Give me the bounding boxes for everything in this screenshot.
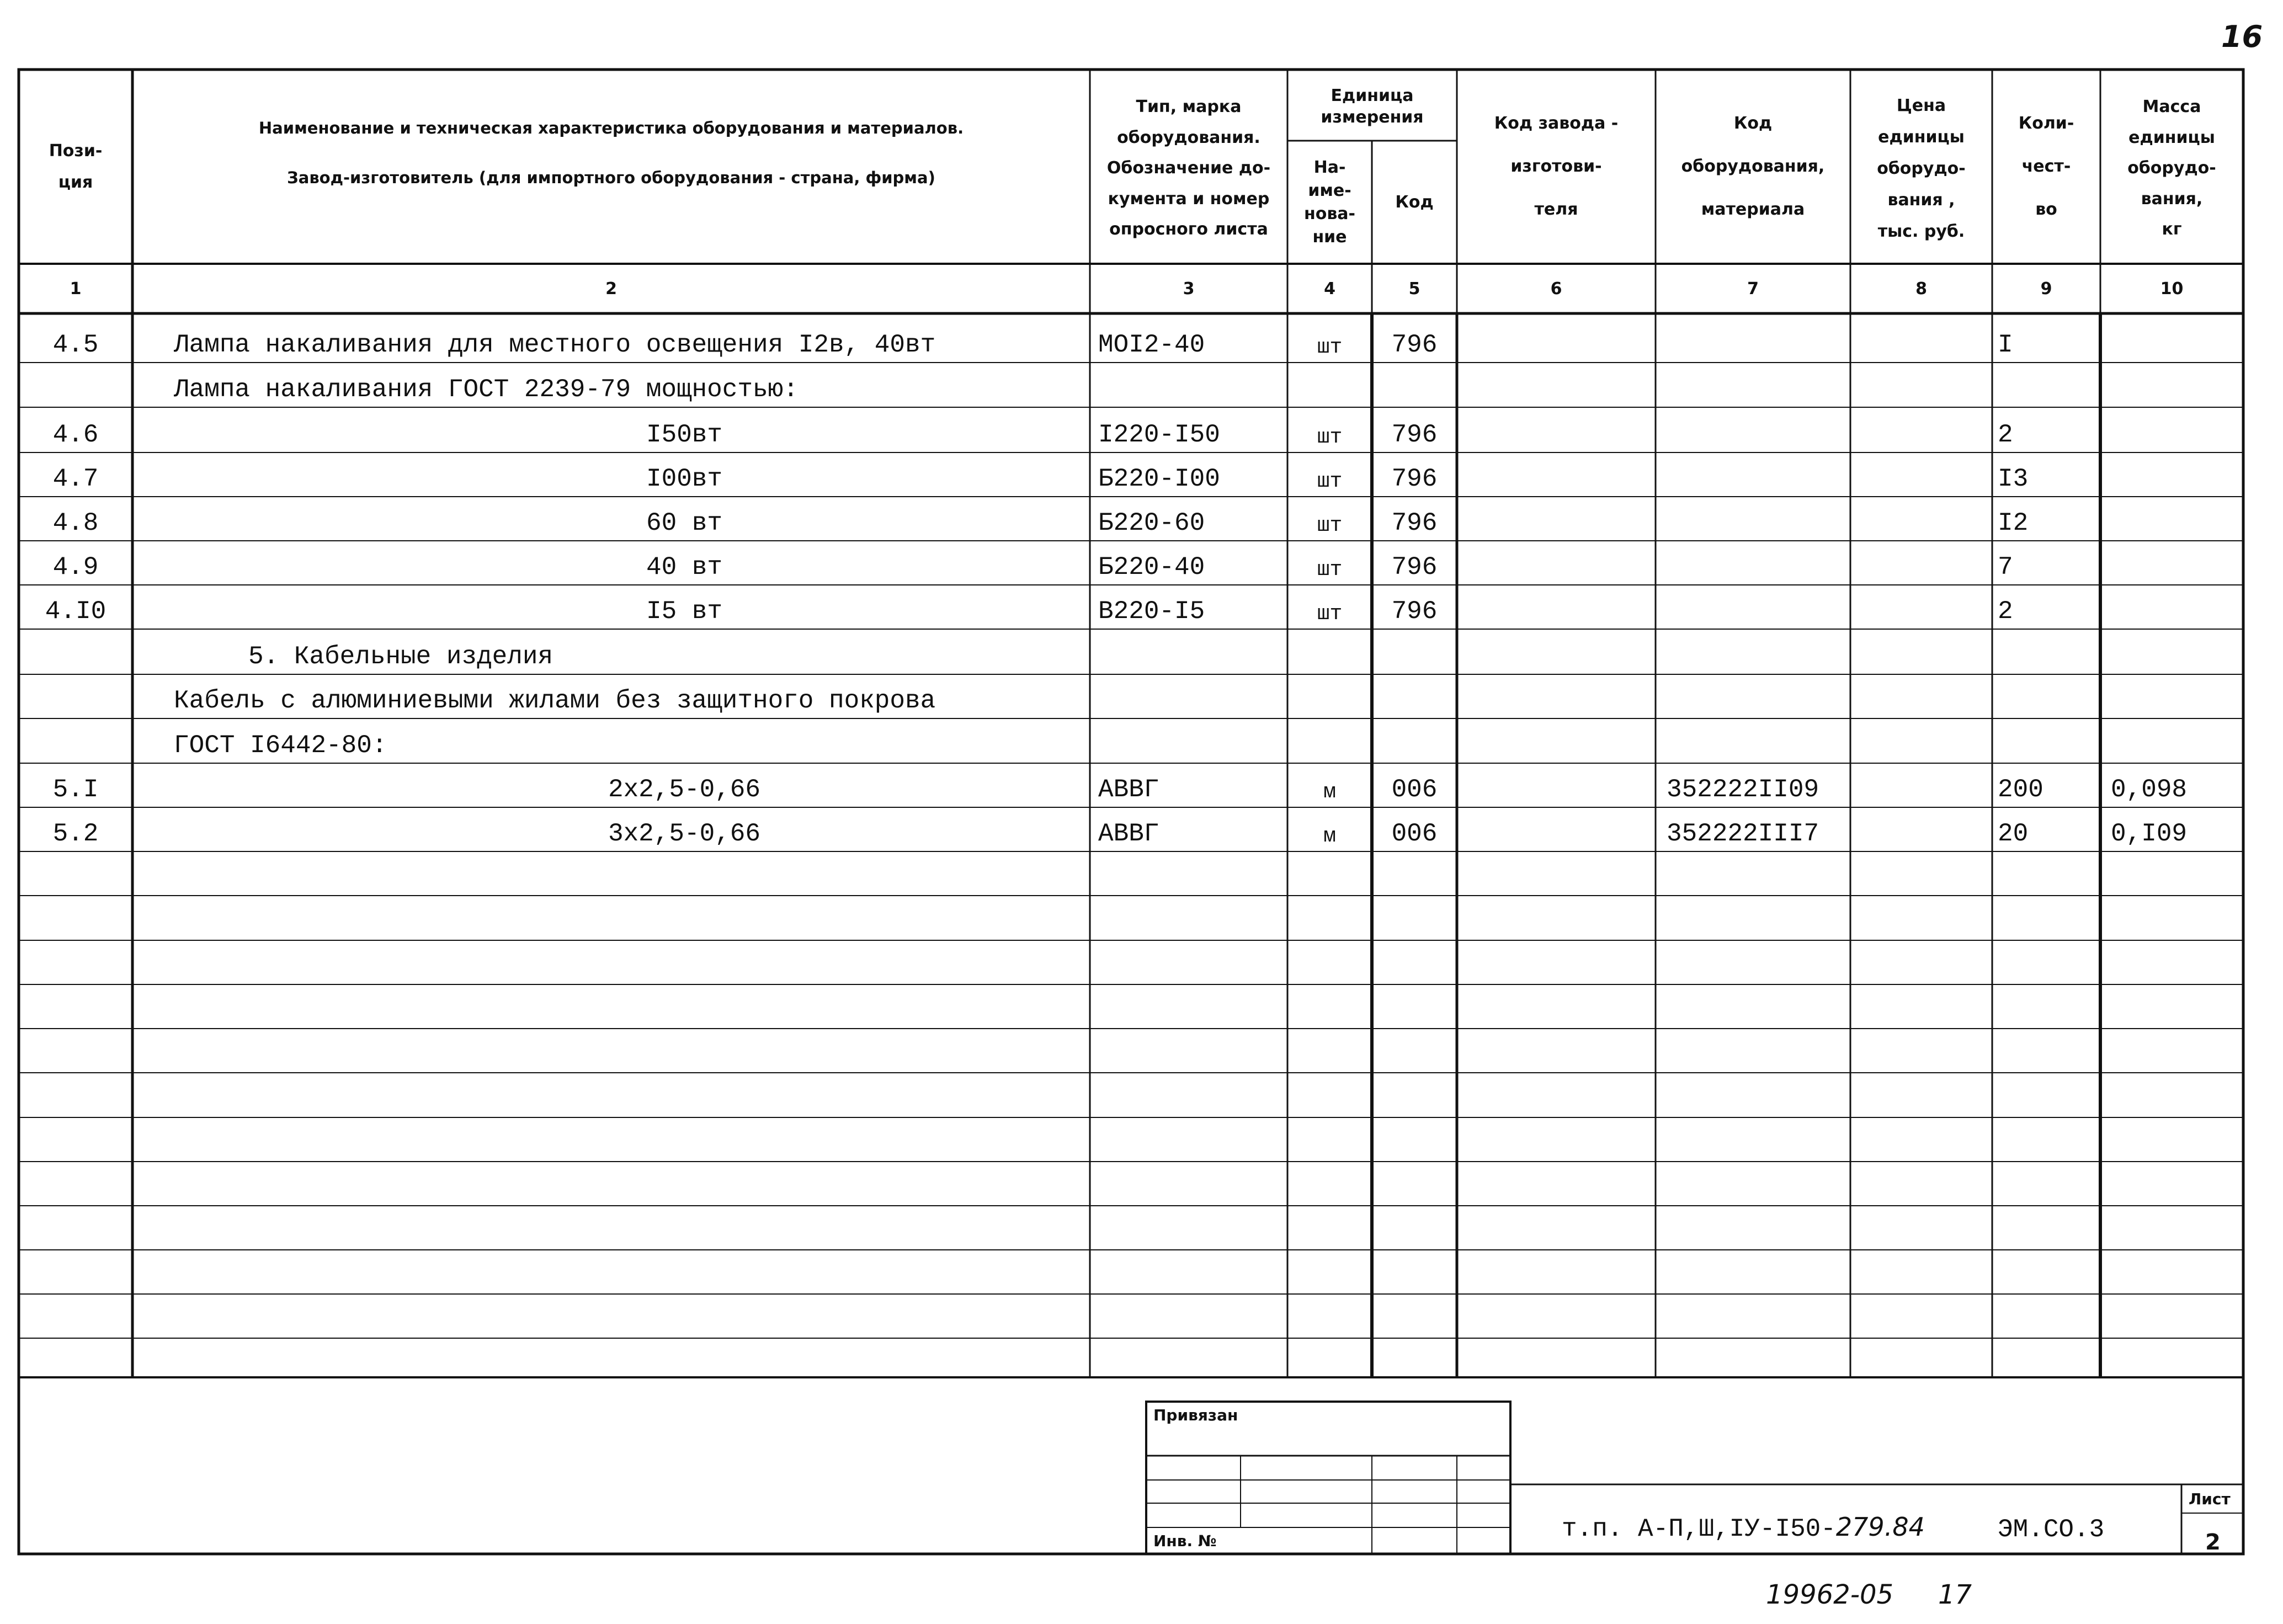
cell-price — [1850, 718, 1992, 760]
header-unit-price: Цена единицы оборудо- вания , тыс. руб. — [1877, 95, 1966, 241]
cell-unit — [1287, 363, 1372, 404]
cell-position: 4.I0 — [45, 597, 107, 626]
header-type: Тип, марка оборудования. Обозначение до- кумента и номер опросного листа — [1106, 97, 1271, 239]
footer-page: 17 — [1938, 1579, 1972, 1610]
cell-type: Б220-60 — [1098, 509, 1205, 537]
cell-position — [19, 363, 132, 404]
column-number: 5 — [1408, 279, 1420, 299]
cell-type: МОI2-40 — [1098, 331, 1205, 359]
cell-name: 2x2,5-0,66 — [608, 775, 761, 804]
cell-unit-code — [1372, 629, 1457, 671]
cell-quantity — [1998, 674, 2100, 715]
cell-quantity: 2 — [1998, 420, 2013, 449]
column-number: 10 — [2160, 279, 2184, 299]
cell-equipment-code — [1667, 629, 1850, 671]
header-position: Пози- ция — [49, 141, 103, 192]
cell-name: 5. Кабельные изделия — [248, 642, 554, 671]
cell-position — [19, 718, 132, 760]
cell-name: ГОСТ I6442-80: — [174, 731, 387, 760]
cell-equipment-code — [1667, 497, 1850, 537]
cell-unit-code: 796 — [1391, 509, 1438, 537]
cell-equipment-code: 352222II09 — [1667, 775, 1819, 804]
column-number: 2 — [605, 279, 617, 299]
cell-unit: шт — [1317, 470, 1343, 493]
cell-quantity: I — [1998, 331, 2013, 359]
cell-mass — [2111, 363, 2243, 404]
cell-equipment-code — [1667, 407, 1850, 449]
cell-name: Лампа накаливания ГОСТ 2239-79 мощностью: — [174, 375, 799, 404]
cell-unit — [1287, 629, 1372, 671]
cell-factory-code — [1457, 313, 1656, 359]
cell-type: АВВГ — [1098, 775, 1159, 804]
cell-name: Кабель с алюминиевыми жилами без защитного покрова — [174, 686, 936, 715]
cell-mass — [2111, 452, 2243, 493]
cell-equipment-code — [1667, 718, 1850, 760]
cell-mass: 0,I09 — [2111, 819, 2188, 848]
cell-unit — [1287, 718, 1372, 760]
cell-position: 4.6 — [52, 420, 99, 449]
cell-quantity: I3 — [1998, 465, 2029, 493]
document-code: ЭМ.СО.3 — [1998, 1515, 2105, 1544]
cell-unit-code: 006 — [1391, 775, 1438, 804]
cell-equipment-code — [1667, 313, 1850, 359]
cell-unit: м — [1323, 780, 1336, 804]
column-number: 8 — [1915, 279, 1927, 299]
header-equipment-code: Код оборудования, материала — [1681, 114, 1825, 219]
cell-price — [1850, 629, 1992, 671]
cell-type: АВВГ — [1098, 819, 1159, 848]
cell-unit: шт — [1317, 602, 1343, 626]
cell-price — [1850, 313, 1992, 359]
cell-price — [1850, 363, 1992, 404]
cell-price — [1850, 452, 1992, 493]
cell-type: Б220-40 — [1098, 553, 1205, 582]
cell-equipment-code: 352222III7 — [1667, 819, 1819, 848]
header-unit-mass: Масса единицы оборудо- вания, кг — [2127, 97, 2216, 239]
designation-text: т.п. А-П,Ш,IУ-I50- — [1562, 1515, 1836, 1543]
cell-type — [1098, 718, 1287, 760]
cell-factory-code — [1457, 497, 1656, 537]
cell-name: I50вт — [646, 420, 723, 449]
cell-type — [1098, 363, 1287, 404]
cell-factory-code — [1457, 807, 1656, 848]
sheet-corner-number: 16 — [2221, 19, 2263, 54]
header-name-line1: Наименование и техническая характеристика оборудования и материалов. — [258, 119, 964, 137]
cell-equipment-code — [1667, 585, 1850, 626]
cell-equipment-code — [1667, 363, 1850, 404]
cell-name: 3x2,5-0,66 — [608, 819, 761, 848]
cell-mass — [2111, 407, 2243, 449]
cell-unit: шт — [1317, 425, 1343, 449]
cell-name: Лампа накаливания для местного освещения I2в, 40вт — [174, 331, 936, 359]
header-unit-name: На- име- нова- ние — [1303, 157, 1356, 247]
cell-type — [1098, 674, 1287, 715]
column-number: 1 — [70, 279, 82, 299]
cell-mass — [2111, 718, 2243, 760]
cell-quantity — [1998, 629, 2100, 671]
cell-factory-code — [1457, 452, 1656, 493]
header-unit-group: Единица измерения — [1321, 86, 1424, 127]
cell-price — [1850, 763, 1992, 804]
inventory-label: Инв. № — [1153, 1532, 1217, 1550]
cell-mass — [2111, 541, 2243, 582]
column-number: 9 — [2040, 279, 2052, 299]
designation-handwritten: 279.84 — [1835, 1512, 1925, 1542]
cell-price — [1850, 585, 1992, 626]
cell-position: 5.I — [52, 775, 99, 804]
cell-quantity: 200 — [1998, 775, 2043, 804]
document-designation — [1562, 1512, 1925, 1543]
cell-factory-code — [1457, 763, 1656, 804]
cell-unit-code — [1372, 363, 1457, 404]
cell-equipment-code — [1667, 541, 1850, 582]
cell-name: I5 вт — [646, 597, 723, 626]
cell-unit: шт — [1317, 336, 1343, 359]
sheet-label: Лист — [2189, 1490, 2231, 1508]
column-number: 7 — [1747, 279, 1759, 299]
cell-mass — [2111, 585, 2243, 626]
footer-stamp: 19962-05 — [1766, 1579, 1894, 1610]
cell-position: 4.8 — [52, 509, 99, 537]
cell-quantity: 2 — [1998, 597, 2013, 626]
column-number: 6 — [1550, 279, 1562, 299]
cell-equipment-code — [1667, 674, 1850, 715]
cell-price — [1850, 407, 1992, 449]
cell-unit-code: 796 — [1391, 597, 1438, 626]
cell-mass — [2111, 629, 2243, 671]
cell-unit-code — [1372, 674, 1457, 715]
cell-position — [19, 629, 132, 671]
attached-label: Привязан — [1153, 1406, 1238, 1424]
header-factory-code: Код завода - изготови- теля — [1494, 114, 1619, 219]
cell-name: 40 вт — [646, 553, 723, 582]
cell-name: I00вт — [646, 465, 723, 493]
cell-quantity — [1998, 718, 2100, 760]
sheet-number: 2 — [2205, 1530, 2221, 1555]
cell-factory-code — [1457, 629, 1656, 671]
cell-unit: шт — [1317, 514, 1343, 537]
cell-position: 4.7 — [52, 465, 99, 493]
cell-quantity: I2 — [1998, 509, 2029, 537]
cell-unit: м — [1323, 824, 1336, 848]
cell-position: 4.9 — [52, 553, 99, 582]
cell-factory-code — [1457, 674, 1656, 715]
cell-unit-code: 796 — [1391, 553, 1438, 582]
cell-mass — [2111, 497, 2243, 537]
cell-quantity: 7 — [1998, 553, 2013, 582]
cell-type: В220-I5 — [1098, 597, 1205, 626]
cell-unit: шт — [1317, 558, 1343, 582]
cell-type: I220-I50 — [1098, 420, 1220, 449]
cell-unit-code: 796 — [1391, 465, 1438, 493]
cell-type — [1098, 629, 1287, 671]
cell-mass: 0,098 — [2111, 775, 2188, 804]
cell-position: 5.2 — [52, 819, 99, 848]
cell-name: 60 вт — [646, 509, 723, 537]
cell-price — [1850, 674, 1992, 715]
cell-price — [1850, 497, 1992, 537]
column-number: 4 — [1324, 279, 1335, 299]
cell-factory-code — [1457, 718, 1656, 760]
cell-position: 4.5 — [52, 331, 99, 359]
cell-unit-code: 796 — [1391, 420, 1438, 449]
cell-position — [19, 674, 132, 715]
cell-price — [1850, 807, 1992, 848]
cell-mass — [2111, 313, 2243, 359]
cell-type: Б220-I00 — [1098, 465, 1220, 493]
cell-unit-code: 796 — [1391, 331, 1438, 359]
column-number: 3 — [1183, 279, 1195, 299]
cell-unit-code: 006 — [1391, 819, 1438, 848]
cell-unit — [1287, 674, 1372, 715]
cell-factory-code — [1457, 363, 1656, 404]
cell-quantity: 20 — [1998, 819, 2029, 848]
cell-mass — [2111, 674, 2243, 715]
header-quantity: Коли- чест- во — [2018, 114, 2074, 219]
header-name-line2: Завод-изготовитель (для импортного оборудования - страна, фирма) — [287, 168, 935, 187]
cell-factory-code — [1457, 585, 1656, 626]
cell-price — [1850, 541, 1992, 582]
cell-equipment-code — [1667, 452, 1850, 493]
cell-quantity — [1998, 363, 2100, 404]
header-unit-code: Код — [1395, 193, 1434, 212]
cell-unit-code — [1372, 718, 1457, 760]
cell-factory-code — [1457, 541, 1656, 582]
cell-factory-code — [1457, 407, 1656, 449]
